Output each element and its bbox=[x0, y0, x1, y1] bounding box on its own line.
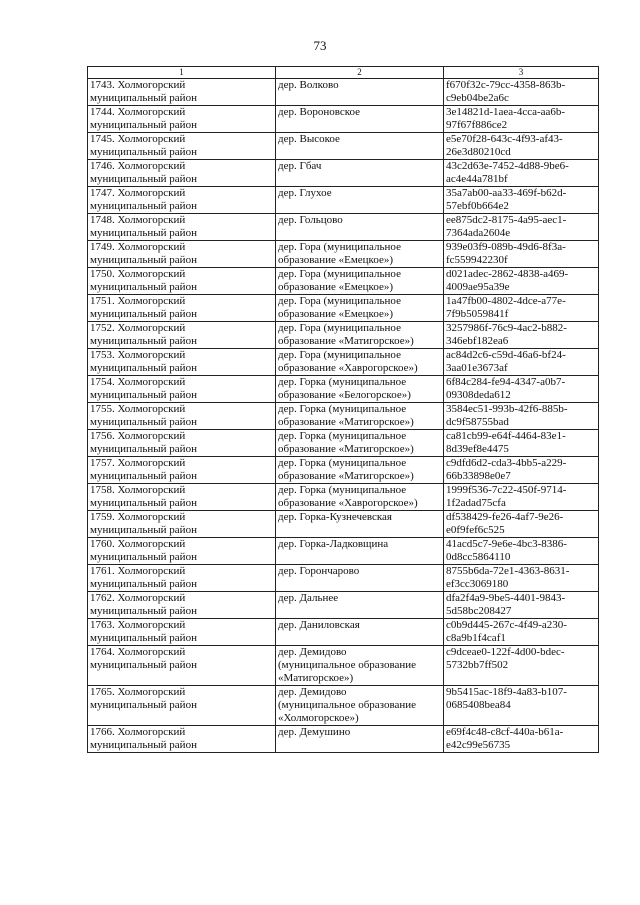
guid-cell bbox=[444, 565, 599, 592]
guid-cell bbox=[444, 106, 599, 133]
table-row bbox=[88, 646, 599, 686]
settlement-cell bbox=[276, 457, 444, 484]
guid-cell-line: 3257986f-76c9-4ac2-b882- bbox=[446, 322, 567, 334]
settlement-cell bbox=[276, 565, 444, 592]
settlement-cell-line: дер. Гора (муниципальное bbox=[278, 268, 401, 280]
guid-cell-line: 26e3d80210cd bbox=[446, 146, 511, 158]
settlement-cell-line: дер. Гбач bbox=[278, 160, 322, 172]
guid-cell-line: 3584ec51-993b-42f6-885b- bbox=[446, 403, 568, 415]
settlement-cell bbox=[276, 619, 444, 646]
district-cell-line: муниципальный район bbox=[90, 551, 197, 563]
guid-cell-line: d021adec-2862-4838-a469- bbox=[446, 268, 569, 280]
settlement-cell-line: дер. Горка-Ладковщина bbox=[278, 538, 389, 550]
guid-cell-line: 1a47fb00-4802-4dce-a77e- bbox=[446, 295, 566, 307]
district-cell-line: 1757. Холмогорский bbox=[90, 457, 186, 469]
table-row bbox=[88, 160, 599, 187]
district-cell bbox=[88, 295, 276, 322]
guid-cell bbox=[444, 214, 599, 241]
table-row bbox=[88, 403, 599, 430]
guid-cell bbox=[444, 268, 599, 295]
district-cell-line: 1755. Холмогорский bbox=[90, 403, 186, 415]
settlement-cell bbox=[276, 160, 444, 187]
district-cell-line: муниципальный район bbox=[90, 362, 197, 374]
settlement-cell bbox=[276, 376, 444, 403]
settlement-cell-line: образование «Емецкое») bbox=[278, 281, 394, 293]
district-cell-line: муниципальный район bbox=[90, 416, 197, 428]
district-cell-line: 1765. Холмогорский bbox=[90, 686, 186, 698]
guid-cell bbox=[444, 187, 599, 214]
district-cell-line: муниципальный район bbox=[90, 227, 197, 239]
district-cell-line: муниципальный район bbox=[90, 146, 197, 158]
district-cell bbox=[88, 430, 276, 457]
guid-cell-line: e0f9fef6c525 bbox=[446, 524, 505, 536]
table-row bbox=[88, 457, 599, 484]
guid-cell-line: 5d58bc208427 bbox=[446, 605, 512, 617]
district-cell bbox=[88, 592, 276, 619]
guid-cell-line: 66b33898e0e7 bbox=[446, 470, 511, 482]
settlement-cell-line: «Матигорское») bbox=[278, 672, 354, 684]
header-row bbox=[88, 67, 599, 79]
settlement-cell bbox=[276, 511, 444, 538]
guid-cell-line: 35a7ab00-aa33-469f-b62d- bbox=[446, 187, 567, 199]
guid-cell bbox=[444, 430, 599, 457]
settlement-cell-line: дер. Гора (муниципальное bbox=[278, 241, 401, 253]
guid-cell bbox=[444, 376, 599, 403]
guid-cell bbox=[444, 484, 599, 511]
guid-cell-line: 3e14821d-1aea-4cca-aa6b- bbox=[446, 106, 566, 118]
table-row bbox=[88, 484, 599, 511]
district-cell-line: муниципальный район bbox=[90, 739, 197, 751]
settlement-cell-line: дер. Горка (муниципальное bbox=[278, 430, 407, 442]
district-cell-line: муниципальный район bbox=[90, 497, 197, 509]
settlement-cell-line: дер. Горка (муниципальное bbox=[278, 457, 407, 469]
guid-cell bbox=[444, 79, 599, 106]
settlement-cell bbox=[276, 268, 444, 295]
guid-cell-line: 8755b6da-72e1-4363-8631- bbox=[446, 565, 570, 577]
guid-cell bbox=[444, 646, 599, 686]
settlement-cell-line: дер. Горка-Кузнечевская bbox=[278, 511, 392, 523]
district-cell-line: муниципальный район bbox=[90, 254, 197, 266]
guid-cell bbox=[444, 160, 599, 187]
guid-cell-line: dc9f58755bad bbox=[446, 416, 509, 428]
settlement-cell-line: «Холмогорское») bbox=[278, 712, 359, 724]
guid-cell bbox=[444, 511, 599, 538]
guid-cell-line: c9eb04be2a6c bbox=[446, 92, 509, 104]
district-cell bbox=[88, 565, 276, 592]
district-cell-line: муниципальный район bbox=[90, 524, 197, 536]
table-row bbox=[88, 376, 599, 403]
district-cell-line: муниципальный район bbox=[90, 335, 197, 347]
table-row bbox=[88, 619, 599, 646]
guid-cell bbox=[444, 349, 599, 376]
district-cell-line: 1745. Холмогорский bbox=[90, 133, 186, 145]
guid-cell-line: 3aa01e3673af bbox=[446, 362, 508, 374]
guid-cell-line: fc559942230f bbox=[446, 254, 508, 266]
guid-cell-line: 939e03f9-089b-49d6-8f3a- bbox=[446, 241, 566, 253]
settlement-cell-line: дер. Горка (муниципальное bbox=[278, 376, 407, 388]
guid-cell bbox=[444, 619, 599, 646]
settlement-cell bbox=[276, 187, 444, 214]
district-cell bbox=[88, 79, 276, 106]
district-cell-line: 1758. Холмогорский bbox=[90, 484, 186, 496]
district-cell-line: муниципальный район bbox=[90, 119, 197, 131]
guid-cell-line: ca81cb99-e64f-4464-83e1- bbox=[446, 430, 566, 442]
district-cell-line: 1756. Холмогорский bbox=[90, 430, 186, 442]
guid-cell-line: 9b5415ac-18f9-4a83-b107- bbox=[446, 686, 567, 698]
page-number: 73 bbox=[313, 38, 327, 53]
guid-cell bbox=[444, 592, 599, 619]
table-row bbox=[88, 106, 599, 133]
guid-cell-line: e42c99e56735 bbox=[446, 739, 511, 751]
district-cell-line: 1763. Холмогорский bbox=[90, 619, 186, 631]
district-cell-line: муниципальный район bbox=[90, 632, 197, 644]
settlement-cell-line: дер. Высокое bbox=[278, 133, 340, 145]
guid-cell-line: e5e70f28-643c-4f93-af43- bbox=[446, 133, 563, 145]
table-body bbox=[88, 79, 599, 753]
district-cell bbox=[88, 268, 276, 295]
guid-cell bbox=[444, 457, 599, 484]
table-row bbox=[88, 592, 599, 619]
table-row bbox=[88, 241, 599, 268]
district-cell bbox=[88, 376, 276, 403]
guid-cell-line: f670f32c-79cc-4358-863b- bbox=[446, 79, 566, 91]
guid-cell-line: c9dfd6d2-cda3-4bb5-a229- bbox=[446, 457, 567, 469]
guid-cell-line: e69f4c48-c8cf-440a-b61a- bbox=[446, 726, 564, 738]
settlement-cell-line: дер. Горка (муниципальное bbox=[278, 484, 407, 496]
settlement-cell-line: образование «Матигорское») bbox=[278, 416, 414, 428]
guid-cell-line: 97f67f886ce2 bbox=[446, 119, 508, 131]
district-cell-line: 1743. Холмогорский bbox=[90, 79, 186, 91]
guid-cell-line: c9dceae0-122f-4d00-bdec- bbox=[446, 646, 565, 658]
district-cell bbox=[88, 726, 276, 753]
guid-cell-line: c0b9d445-267c-4f49-a230- bbox=[446, 619, 567, 631]
settlement-cell bbox=[276, 79, 444, 106]
settlement-cell bbox=[276, 726, 444, 753]
district-cell-line: 1744. Холмогорский bbox=[90, 106, 186, 118]
district-cell bbox=[88, 241, 276, 268]
district-cell bbox=[88, 133, 276, 160]
guid-cell-line: 6f84c284-fe94-4347-a0b7- bbox=[446, 376, 566, 388]
guid-cell-line: 5732bb7ff502 bbox=[446, 659, 509, 671]
district-cell-line: 1761. Холмогорский bbox=[90, 565, 186, 577]
district-cell-line: муниципальный район bbox=[90, 699, 197, 711]
table-row bbox=[88, 349, 599, 376]
district-cell-line: 1762. Холмогорский bbox=[90, 592, 186, 604]
table-row bbox=[88, 322, 599, 349]
guid-cell-line: ee875dc2-8175-4a95-aec1- bbox=[446, 214, 567, 226]
settlement-cell-line: образование «Белогорское») bbox=[278, 389, 411, 401]
district-cell-line: муниципальный район bbox=[90, 443, 197, 455]
guid-cell bbox=[444, 322, 599, 349]
district-cell bbox=[88, 484, 276, 511]
settlement-cell-line: (муниципальное образование bbox=[278, 699, 417, 711]
settlement-cell-line: образование «Емецкое») bbox=[278, 308, 394, 320]
district-cell-line: муниципальный район bbox=[90, 200, 197, 212]
settlement-cell bbox=[276, 686, 444, 726]
settlement-cell-line: дер. Даниловская bbox=[278, 619, 360, 631]
table-row bbox=[88, 187, 599, 214]
district-cell-line: 1759. Холмогорский bbox=[90, 511, 186, 523]
guid-cell bbox=[444, 133, 599, 160]
table-row bbox=[88, 511, 599, 538]
district-cell-line: муниципальный район bbox=[90, 578, 197, 590]
settlement-cell-line: дер. Демидово bbox=[278, 646, 347, 658]
guid-cell bbox=[444, 403, 599, 430]
guid-cell-line: 57ebf0b664e2 bbox=[446, 200, 509, 212]
settlement-cell-line: дер. Глухое bbox=[278, 187, 332, 199]
district-cell-line: муниципальный район bbox=[90, 389, 197, 401]
guid-cell-line: dfa2f4a9-9be5-4401-9843- bbox=[446, 592, 566, 604]
district-cell bbox=[88, 619, 276, 646]
district-cell-line: муниципальный район bbox=[90, 605, 197, 617]
guid-cell-line: 8d39ef8e4475 bbox=[446, 443, 509, 455]
district-cell bbox=[88, 322, 276, 349]
district-cell-line: 1754. Холмогорский bbox=[90, 376, 186, 388]
district-cell bbox=[88, 646, 276, 686]
guid-cell-line: 43c2d63e-7452-4d88-9be6- bbox=[446, 160, 569, 172]
guid-cell bbox=[444, 241, 599, 268]
settlement-cell bbox=[276, 430, 444, 457]
column-header-3: 3 bbox=[444, 67, 599, 79]
district-cell bbox=[88, 349, 276, 376]
settlement-cell-line: образование «Матигорское») bbox=[278, 443, 414, 455]
settlement-cell-line: образование «Матигорское») bbox=[278, 470, 414, 482]
settlement-cell-line: дер. Волково bbox=[278, 79, 339, 91]
settlement-cell bbox=[276, 592, 444, 619]
guid-cell-line: 09308deda612 bbox=[446, 389, 511, 401]
district-cell-line: 1750. Холмогорский bbox=[90, 268, 186, 280]
district-cell-line: муниципальный район bbox=[90, 281, 197, 293]
settlement-cell-line: дер. Горончарово bbox=[278, 565, 360, 577]
district-cell bbox=[88, 403, 276, 430]
guid-cell bbox=[444, 686, 599, 726]
settlement-cell-line: дер. Демидово bbox=[278, 686, 347, 698]
table-row bbox=[88, 430, 599, 457]
guid-cell bbox=[444, 295, 599, 322]
district-cell-line: 1760. Холмогорский bbox=[90, 538, 186, 550]
table-row bbox=[88, 295, 599, 322]
guid-cell-line: c8a9b1f4caf1 bbox=[446, 632, 506, 644]
district-cell-line: 1751. Холмогорский bbox=[90, 295, 186, 307]
guid-cell-line: ac84d2c6-c59d-46a6-bf24- bbox=[446, 349, 566, 361]
district-cell-line: 1753. Холмогорский bbox=[90, 349, 186, 361]
district-cell-line: 1764. Холмогорский bbox=[90, 646, 186, 658]
district-cell bbox=[88, 106, 276, 133]
settlement-cell-line: дер. Гора (муниципальное bbox=[278, 349, 401, 361]
guid-cell-line: 346ebf182ea6 bbox=[446, 335, 509, 347]
district-cell-line: муниципальный район bbox=[90, 659, 197, 671]
settlement-cell-line: дер. Гора (муниципальное bbox=[278, 295, 401, 307]
settlement-cell bbox=[276, 646, 444, 686]
district-cell-line: муниципальный район bbox=[90, 92, 197, 104]
settlement-cell-line: дер. Гора (муниципальное bbox=[278, 322, 401, 334]
district-cell bbox=[88, 538, 276, 565]
settlement-cell bbox=[276, 349, 444, 376]
settlement-cell bbox=[276, 241, 444, 268]
district-cell-line: 1746. Холмогорский bbox=[90, 160, 186, 172]
district-cell bbox=[88, 187, 276, 214]
settlement-cell-line: дер. Горка (муниципальное bbox=[278, 403, 407, 415]
settlement-cell bbox=[276, 295, 444, 322]
column-header-1: 1 bbox=[88, 67, 276, 79]
guid-cell-line: 7364ada2604e bbox=[446, 227, 511, 239]
guid-cell-line: 1f2adad75cfa bbox=[446, 497, 506, 509]
guid-cell bbox=[444, 726, 599, 753]
district-cell bbox=[88, 686, 276, 726]
settlement-cell bbox=[276, 538, 444, 565]
settlement-cell-line: дер. Дальнее bbox=[278, 592, 339, 604]
district-cell-line: 1766. Холмогорский bbox=[90, 726, 186, 738]
settlement-cell-line: образование «Хаврогорское») bbox=[278, 497, 418, 509]
table-row bbox=[88, 133, 599, 160]
guid-cell-line: 1999f536-7c22-450f-9714- bbox=[446, 484, 567, 496]
column-header-2: 2 bbox=[276, 67, 444, 79]
table-row bbox=[88, 726, 599, 753]
district-cell-line: 1752. Холмогорский bbox=[90, 322, 186, 334]
guid-cell bbox=[444, 538, 599, 565]
district-cell-line: муниципальный район bbox=[90, 173, 197, 185]
settlement-cell bbox=[276, 106, 444, 133]
district-cell-line: 1749. Холмогорский bbox=[90, 241, 186, 253]
guid-cell-line: 4009ae95a39e bbox=[446, 281, 510, 293]
district-cell-line: муниципальный район bbox=[90, 470, 197, 482]
settlement-cell-line: дер. Демушино bbox=[278, 726, 351, 738]
settlement-cell-line: образование «Емецкое») bbox=[278, 254, 394, 266]
table-row bbox=[88, 214, 599, 241]
settlement-cell bbox=[276, 133, 444, 160]
guid-cell-line: 0685408bea84 bbox=[446, 699, 511, 711]
settlement-cell bbox=[276, 214, 444, 241]
settlement-cell-line: образование «Матигорское») bbox=[278, 335, 414, 347]
settlement-cell-line: (муниципальное образование bbox=[278, 659, 417, 671]
settlement-cell-line: дер. Гольцово bbox=[278, 214, 343, 226]
guid-cell-line: ef3cc3069180 bbox=[446, 578, 509, 590]
table-row bbox=[88, 686, 599, 726]
district-cell bbox=[88, 160, 276, 187]
table-row bbox=[88, 79, 599, 106]
table-row bbox=[88, 565, 599, 592]
district-cell-line: 1747. Холмогорский bbox=[90, 187, 186, 199]
district-cell bbox=[88, 214, 276, 241]
district-cell-line: муниципальный район bbox=[90, 308, 197, 320]
settlement-cell bbox=[276, 403, 444, 430]
guid-cell-line: 7f9b5059841f bbox=[446, 308, 509, 320]
settlement-cell-line: дер. Вороновское bbox=[278, 106, 361, 118]
table-row bbox=[88, 268, 599, 295]
settlement-registry-table bbox=[87, 66, 599, 753]
settlement-cell-line: образование «Хаврогорское») bbox=[278, 362, 418, 374]
guid-cell-line: ac4e44a781bf bbox=[446, 173, 508, 185]
table-row bbox=[88, 538, 599, 565]
settlement-cell bbox=[276, 322, 444, 349]
guid-cell-line: 41acd5c7-9e6e-4bc3-8386- bbox=[446, 538, 567, 550]
settlement-cell bbox=[276, 484, 444, 511]
guid-cell-line: df538429-fe26-4af7-9e26- bbox=[446, 511, 564, 523]
district-cell-line: 1748. Холмогорский bbox=[90, 214, 186, 226]
guid-cell-line: 0d8cc5864110 bbox=[446, 551, 511, 563]
district-cell bbox=[88, 457, 276, 484]
district-cell bbox=[88, 511, 276, 538]
